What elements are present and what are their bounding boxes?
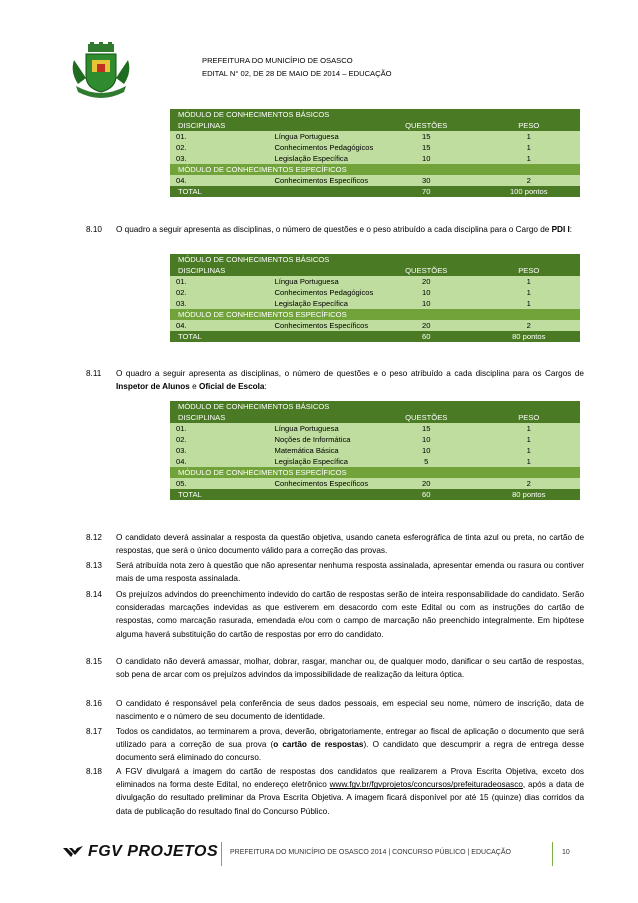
col-header-questions: QUESTÕES <box>375 120 478 131</box>
col-header-disciplines: DISCIPLINAS <box>170 120 375 131</box>
row-subject: Legislação Específica <box>273 456 376 467</box>
row-weight: 2 <box>478 320 581 331</box>
page-header <box>0 40 638 110</box>
row-weight: 1 <box>478 434 581 445</box>
row-number: 02. <box>170 142 273 153</box>
row-weight: 2 <box>478 478 581 489</box>
row-weight: 1 <box>478 153 581 164</box>
clause-8-13 <box>86 559 584 585</box>
clause-number: 8.18 <box>86 767 102 776</box>
module-specific-heading: MÓDULO DE CONHECIMENTOS ESPECÍFICOS <box>170 309 580 320</box>
row-questions: 15 <box>375 423 478 434</box>
clause-8-11 <box>86 367 584 393</box>
row-questions: 10 <box>375 153 478 164</box>
clause-8-10 <box>86 223 584 236</box>
row-number: 05. <box>170 478 273 489</box>
row-subject: Língua Portuguesa <box>273 423 376 434</box>
clause-number: 8.13 <box>86 561 102 570</box>
footer-divider <box>221 842 222 866</box>
clause-text: A FGV divulgará a imagem do cartão de respostas dos candidatos que realizarem a Prova Escrita Objetiva, exceto dos eliminados na forma deste Edital, no endereço eletrônico www.fgv.br/fgvprojetos/concursos/prefeituradeosasco, após a data de divulgação do resultado preliminar da Prova Escrita Objetiva. A imagem ficará disponível por até 15 (quinze) dias corridos da data de publicação do resultado final do Concurso Público. <box>116 767 584 816</box>
table-row <box>170 153 580 164</box>
clause-8-16 <box>86 697 584 723</box>
col-header-disciplines: DISCIPLINAS <box>170 265 375 276</box>
row-number: 03. <box>170 153 273 164</box>
clause-text: O candidato deverá assinalar a resposta da questão objetiva, usando caneta esferográfica de tinta azul ou preta, no cartão de respostas, que será o único documento válido para a correção das provas. <box>116 533 584 556</box>
module-specific-heading: MÓDULO DE CONHECIMENTOS ESPECÍFICOS <box>170 467 580 478</box>
row-subject: Língua Portuguesa <box>273 131 376 142</box>
clause-text: O candidato não deverá amassar, molhar, dobrar, rasgar, manchar ou, de qualquer modo, danificar o seu cartão de respostas, sob pena de arcar com os prejuízos advindos da impossibilidade de realização da leitura óptica. <box>116 657 584 680</box>
footer-divider <box>552 842 553 866</box>
footer-caption: PREFEITURA DO MUNICÍPIO DE OSASCO 2014 | CONCURSO PÚBLICO | EDUCAÇÃO <box>230 849 511 856</box>
clause-number: 8.10 <box>86 225 102 234</box>
total-label: TOTAL <box>170 331 375 342</box>
row-questions: 5 <box>375 456 478 467</box>
total-points: 80 pontos <box>478 331 581 342</box>
col-header-disciplines: DISCIPLINAS <box>170 412 375 423</box>
row-subject: Matemática Básica <box>273 445 376 456</box>
clause-8-17 <box>86 725 584 765</box>
module-basic-heading: MÓDULO DE CONHECIMENTOS BÁSICOS <box>170 109 580 120</box>
total-points: 100 pontos <box>478 186 581 197</box>
logo-projetos-text: PROJETOS <box>127 843 219 860</box>
results-url-link[interactable]: www.fgv.br/fgvprojetos/concursos/prefeituradeosasco <box>329 780 523 790</box>
table-row <box>170 175 580 186</box>
col-header-questions: QUESTÕES <box>375 265 478 276</box>
clause-text: Todos os candidatos, ao terminarem a prova, deverão, obrigatoriamente, entregar ao fiscal de aplicação o documento que será utilizado para a correção de sua prova (o cartão de respostas). O candidato que descumprir a regra de entrega desse documento será eliminado do concurso. <box>116 727 584 763</box>
table-row <box>170 445 580 456</box>
logo-fgv-text: FGV <box>87 843 123 860</box>
clause-text: O candidato é responsável pela conferência de seus dados pessoais, em especial seu nome, número de inscrição, data de nascimento e o número de seu documento de identidade. <box>116 699 584 722</box>
clause-8-14 <box>86 588 584 641</box>
row-weight: 1 <box>478 423 581 434</box>
total-questions: 70 <box>375 186 478 197</box>
clause-number: 8.11 <box>86 369 102 378</box>
table-row <box>170 142 580 153</box>
clause-text: Será atribuída nota zero à questão que não apresentar nenhuma resposta assinalada, apresentar emenda ou rasura ou contiver mais de uma resposta assinalada. <box>116 561 584 584</box>
row-subject: Legislação Específica <box>273 298 376 309</box>
row-number: 04. <box>170 175 273 186</box>
header-title-block <box>202 54 392 80</box>
row-questions: 15 <box>375 142 478 153</box>
subjects-table-3 <box>170 401 580 500</box>
row-questions: 30 <box>375 175 478 186</box>
row-number: 04. <box>170 456 273 467</box>
row-questions: 10 <box>375 287 478 298</box>
clause-8-18 <box>86 765 584 818</box>
clause-text: O quadro a seguir apresenta as disciplinas, o número de questões e o peso atribuído a cada disciplina para os Cargos de Inspetor de Alunos e Oficial de Escola: <box>116 369 584 392</box>
col-header-questions: QUESTÕES <box>375 412 478 423</box>
page-number: 10 <box>562 849 570 856</box>
row-questions: 20 <box>375 478 478 489</box>
row-questions: 10 <box>375 445 478 456</box>
row-weight: 1 <box>478 445 581 456</box>
fgv-projetos-logo <box>63 843 218 861</box>
row-subject: Noções de Informática <box>273 434 376 445</box>
row-weight: 2 <box>478 175 581 186</box>
total-row <box>170 186 580 197</box>
row-number: 04. <box>170 320 273 331</box>
row-weight: 1 <box>478 142 581 153</box>
subjects-table-2 <box>170 254 580 342</box>
row-subject: Conhecimentos Pedagógicos <box>274 143 374 152</box>
clause-number: 8.12 <box>86 533 102 542</box>
row-questions: 20 <box>375 276 478 287</box>
row-number: 01. <box>170 131 273 142</box>
clause-8-12 <box>86 531 584 557</box>
table-row <box>170 320 580 331</box>
row-weight: 1 <box>478 287 581 298</box>
row-weight: 1 <box>478 131 581 142</box>
row-number: 02. <box>170 434 273 445</box>
total-label: TOTAL <box>170 186 375 197</box>
total-row <box>170 331 580 342</box>
module-basic-heading: MÓDULO DE CONHECIMENTOS BÁSICOS <box>170 401 580 412</box>
col-header-weight: PESO <box>478 412 581 423</box>
row-weight: 1 <box>478 276 581 287</box>
table-row <box>170 298 580 309</box>
total-questions: 60 <box>375 331 478 342</box>
row-number: 01. <box>170 276 273 287</box>
row-number: 01. <box>170 423 273 434</box>
row-weight: 1 <box>478 298 581 309</box>
total-points: 80 pontos <box>478 489 581 500</box>
subjects-table-1 <box>170 109 580 197</box>
table-row <box>170 434 580 445</box>
fgv-swoosh-icon <box>63 846 83 858</box>
col-header-weight: PESO <box>478 265 581 276</box>
module-specific-heading: MÓDULO DE CONHECIMENTOS ESPECÍFICOS <box>170 164 580 175</box>
row-questions: 15 <box>375 131 478 142</box>
total-label: TOTAL <box>170 489 375 500</box>
module-basic-heading: MÓDULO DE CONHECIMENTOS BÁSICOS <box>170 254 580 265</box>
clause-8-15 <box>86 655 584 681</box>
table-row <box>170 276 580 287</box>
clause-number: 8.15 <box>86 657 102 666</box>
table-row <box>170 131 580 142</box>
page-footer <box>0 832 638 872</box>
col-header-weight: PESO <box>478 120 581 131</box>
row-number: 02. <box>170 287 273 298</box>
clause-number: 8.16 <box>86 699 102 708</box>
row-subject: Conhecimentos Específicos <box>273 478 376 489</box>
table-row <box>170 456 580 467</box>
row-subject: Legislação Específica <box>273 153 376 164</box>
table-row <box>170 478 580 489</box>
clause-number: 8.17 <box>86 727 102 736</box>
row-questions: 20 <box>375 320 478 331</box>
row-questions: 10 <box>375 434 478 445</box>
row-subject: Conhecimentos Específicos <box>273 320 376 331</box>
row-subject: Língua Portuguesa <box>273 276 376 287</box>
row-subject: Conhecimentos Específicos <box>273 175 376 186</box>
header-line-2: EDITAL N° 02, DE 28 DE MAIO DE 2014 – EDUCAÇÃO <box>202 69 392 78</box>
clause-text: O quadro a seguir apresenta as disciplinas, o número de questões e o peso atribuído a cada disciplina para o Cargo de PDI I: <box>116 225 573 234</box>
row-number: 03. <box>170 445 273 456</box>
total-row <box>170 489 580 500</box>
clause-number: 8.14 <box>86 590 102 599</box>
table-row <box>170 423 580 434</box>
total-questions: 60 <box>375 489 478 500</box>
row-questions: 10 <box>375 298 478 309</box>
row-subject: Conhecimentos Pedagógicos <box>274 288 374 297</box>
header-line-1: PREFEITURA DO MUNICÍPIO DE OSASCO <box>202 56 353 65</box>
row-weight: 1 <box>478 456 581 467</box>
municipal-coat-of-arms-icon <box>70 42 132 100</box>
row-number: 03. <box>170 298 273 309</box>
table-row <box>170 287 580 298</box>
clause-text: Os prejuízos advindos do preenchimento indevido do cartão de respostas serão de inteira responsabilidade do candidato. Serão consideradas marcações indevidas as que estiverem em desacordo com este Edital ou com as instruções do cartão de respostas, como marcação rasurada, emendada e/ou com o campo de marcação não preenchido integralmente. Em hipótese alguma haverá substituição do cartão de respostas por erro do candidato. <box>116 590 584 639</box>
